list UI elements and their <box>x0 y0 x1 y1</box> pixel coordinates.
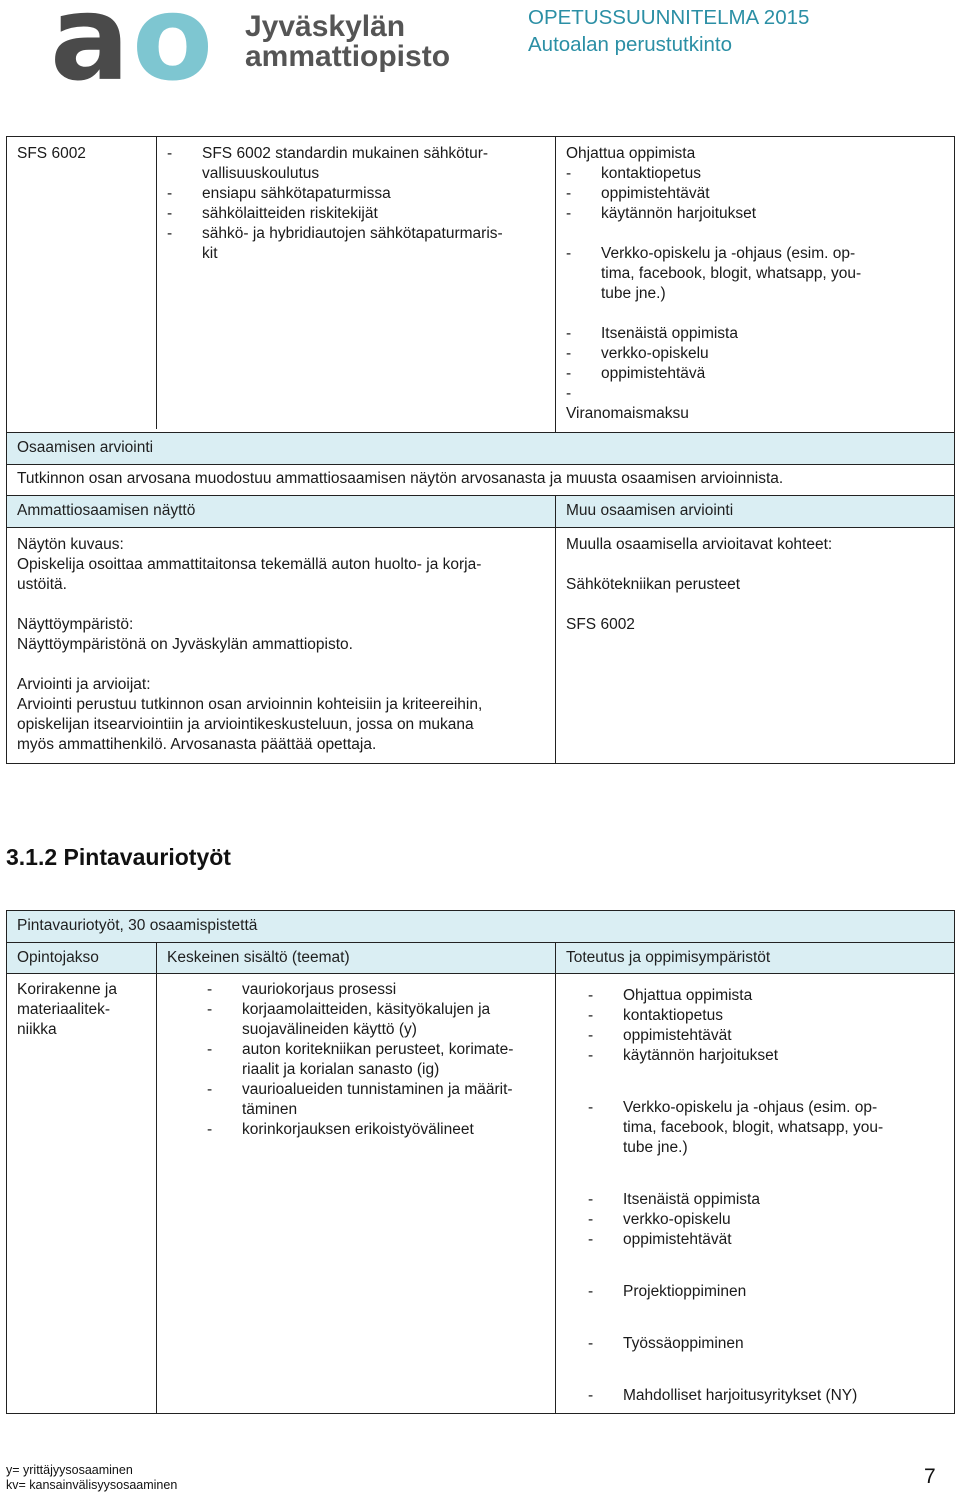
col-head-course: Opintojakso <box>7 943 157 974</box>
module-table-title: Pintavauriotyöt, 30 osaamispistettä <box>7 911 955 943</box>
document-title-line2: Autoalan perustutkinto <box>528 33 732 56</box>
other-assessment-head: Muu osaamisen arviointi <box>556 496 955 528</box>
list-item: - Itsenäistä oppimista <box>588 1190 944 1210</box>
list-item: - vaurioalueiden tunnistaminen ja määrit- täminen <box>207 1080 545 1120</box>
logo-name <box>245 12 450 72</box>
logo-letter-o: o <box>132 0 214 107</box>
list-item: - käytännön harjoitukset <box>588 1046 944 1066</box>
list-item: - Ohjattua oppimista <box>588 986 944 1006</box>
online-list <box>566 244 944 304</box>
independent-list-2 <box>588 1190 944 1250</box>
themes-cell <box>157 974 556 1414</box>
assessment-title-cell <box>7 433 955 465</box>
list-item: - oppimistehtävä <box>566 364 944 384</box>
themes-list <box>207 980 545 1140</box>
list-item: - Mahdolliset harjoitusyritykset (NY) <box>588 1386 944 1406</box>
module-table <box>6 910 955 1414</box>
other-assessment-cell <box>556 528 955 764</box>
footer-line2: kv= kansainvälisyysosaaminen <box>6 1478 178 1492</box>
other-assessment-item: Sähkötekniikan perusteet <box>566 576 741 593</box>
list-item: - korinkorjauksen erikoistyövälineet <box>207 1120 545 1140</box>
other-assessment-text: Muulla osaamisella arvioitavat kohteet: <box>566 536 833 553</box>
logo-line1: Jyväskylän <box>245 10 406 43</box>
dash: - <box>566 385 572 402</box>
list-item: - vauriokorjaus prosessi <box>207 980 545 1000</box>
independent-list <box>566 324 944 384</box>
list-item: - oppimistehtävät <box>566 184 944 204</box>
environment-label: Näyttöympäristö: <box>17 616 134 633</box>
skills-demo-head: Ammattiosaamisen näyttö <box>7 496 556 528</box>
list-item: - Itsenäistä oppimista <box>566 324 944 344</box>
list-item: - sähkölaitteiden riskitekijät <box>167 204 545 224</box>
assessment-title: Osaamisen arviointi <box>17 439 154 456</box>
online-list-2 <box>588 1098 944 1158</box>
list-item: - verkko-opiskelu <box>588 1210 944 1230</box>
footer-notes <box>6 1463 177 1493</box>
assessment-text: Tutkinnon osan arvosana muodostuu ammattiosaamisen näytön arvosanasta ja muusta osaamisen arvioinnista. <box>17 470 784 487</box>
list-item: - Verkko-opiskelu ja -ohjaus (esim. op- tima, facebook, blogit, whatsapp, you- tube jne.) <box>588 1098 944 1158</box>
logo-line2: ammattiopisto <box>245 40 451 73</box>
demo-label: Näytön kuvaus: <box>17 536 124 553</box>
assessors-text-line2: opiskelijan itsearviointiin ja arviointikeskusteluun, jossa on mukana <box>17 716 474 733</box>
list-item: - kontaktiopetus <box>588 1006 944 1026</box>
list-item: - käytännön harjoitukset <box>566 204 944 224</box>
guided-learning-title: Ohjattua oppimista <box>566 145 696 162</box>
list-item: - oppimistehtävät <box>588 1026 944 1046</box>
demo-text-line2: ustöitä. <box>17 576 67 593</box>
list-item: - Projektioppiminen <box>588 1282 944 1302</box>
list-item: - ensiapu sähkötapaturmissa <box>167 184 545 204</box>
list-item: - korjaamolaitteiden, käsityökalujen ja suojavälineiden käyttö (y) <box>207 1000 545 1040</box>
logo <box>50 0 451 107</box>
demo-description-cell <box>7 528 556 764</box>
list-item: - sähkö- ja hybridiautojen sähkötapaturmaris- kit <box>167 224 545 264</box>
assessors-text-line1: Arviointi perustuu tutkinnon osan arvioinnin kohteisiin ja kriteereihin, <box>17 696 483 713</box>
content-cell <box>157 137 556 429</box>
fee-text: Viranomaismaksu <box>566 405 689 422</box>
list-item: - oppimistehtävät <box>588 1230 944 1250</box>
implementation-cell-2 <box>556 974 955 1414</box>
module-name: SFS 6002 <box>17 145 86 162</box>
assessors-text-line3: myös ammattihenkilö. Arvosanasta päättää opettaja. <box>17 736 377 753</box>
other-assessment-item: SFS 6002 <box>566 616 635 633</box>
guided-list-2 <box>588 986 944 1066</box>
document-title <box>528 4 809 58</box>
assessment-table <box>6 136 955 764</box>
implementation-cell <box>556 137 955 433</box>
workplace-list <box>588 1334 944 1354</box>
assessment-text-cell <box>7 465 955 496</box>
list-item: - Verkko-opiskelu ja -ohjaus (esim. op- tima, facebook, blogit, whatsapp, you- tube jne.) <box>566 244 944 304</box>
list-item: - auton koritekniikan perusteet, korimate- riaalit ja korialan sanasto (ig) <box>207 1040 545 1080</box>
environment-text: Näyttöympäristönä on Jyväskylän ammattiopisto. <box>17 636 353 653</box>
course-cell: Korirakenne ja materiaalitek- niikka <box>7 974 157 1414</box>
content-list <box>167 144 545 264</box>
page-number: 7 <box>924 1465 936 1488</box>
assessors-label: Arviointi ja arvioijat: <box>17 676 151 693</box>
footer-line1: y= yrittäjyysosaaminen <box>6 1463 133 1477</box>
logo-letter-a: a <box>50 0 122 107</box>
module-cell <box>7 137 157 429</box>
col-head-implementation: Toteutus ja oppimisympäristöt <box>556 943 955 974</box>
list-item: - kontaktiopetus <box>566 164 944 184</box>
guided-list <box>566 164 944 224</box>
col-head-content: Keskeinen sisältö (teemat) <box>157 943 556 974</box>
section-heading: 3.1.2 Pintavauriotyöt <box>6 844 231 870</box>
list-item: - verkko-opiskelu <box>566 344 944 364</box>
project-list <box>588 1282 944 1302</box>
list-item: - Työssäoppiminen <box>588 1334 944 1354</box>
company-list <box>588 1386 944 1406</box>
document-title-line1: OPETUSSUUNNITELMA 2015 <box>528 6 810 29</box>
demo-text-line1: Opiskelija osoittaa ammattitaitonsa tekemällä auton huolto- ja korja- <box>17 556 482 573</box>
list-item: - SFS 6002 standardin mukainen sähkötur- vallisuuskoulutus <box>167 144 545 184</box>
